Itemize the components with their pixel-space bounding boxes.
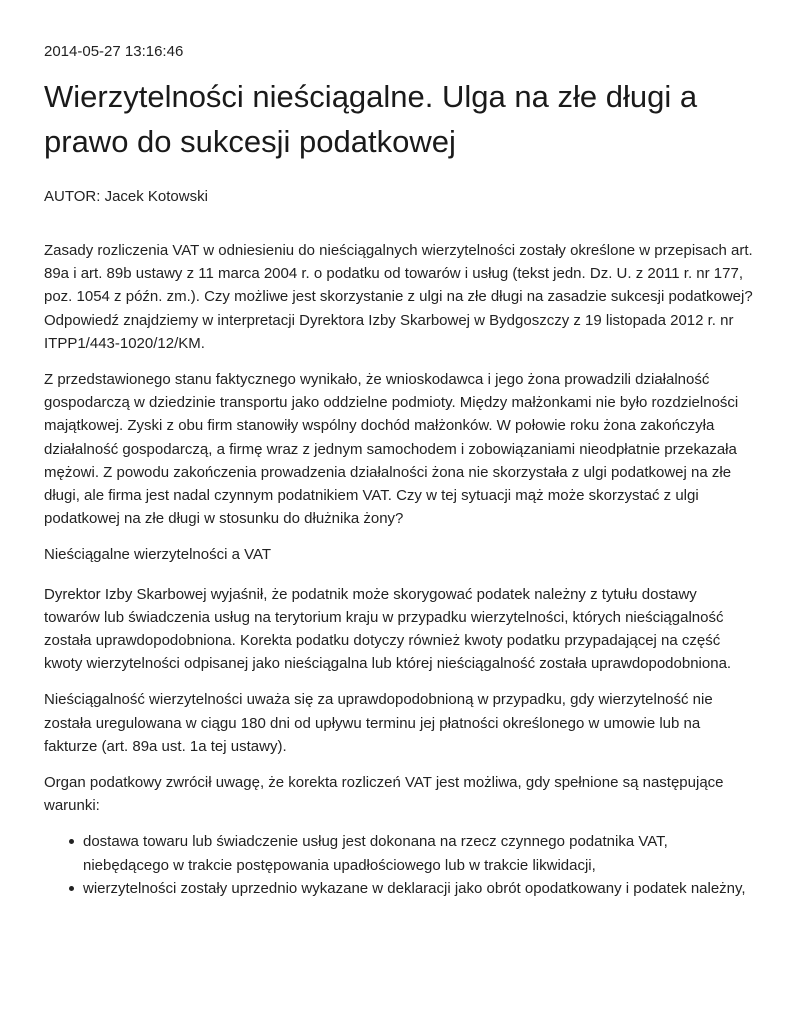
bullet-icon — [69, 839, 74, 844]
list-item-text: wierzytelności zostały uprzednio wykazane w deklaracji jako obrót opodatkowany i podatek należny, — [83, 879, 746, 897]
publication-timestamp: 2014-05-27 13:16:46 — [44, 43, 184, 60]
section-heading: Nieściągalne wierzytelności a VAT — [44, 546, 272, 564]
paragraph-definition: Nieściągalność wierzytelności uważa się za uprawdopodobnioną w przypadku, gdy wierzytelność nie została uregulowana w ciągu 180 dni od upływu terminu jej płatności określonego w umowie lub na fakturze (art. 89a ust. 1a tej ustawy). — [44, 691, 713, 755]
article-author: AUTOR: Jacek Kotowski — [44, 188, 208, 205]
paragraph-intro: Zasady rozliczenia VAT w odniesieniu do nieściągalnych wierzytelności zostały określone w przepisach art. 89a i art. 89b ustawy z 11 marca 2004 r. o podatku od towarów i usług (tekst jedn. Dz. U. z 2011 r. nr 177, poz. 1054 z późn. zm.). Czy możliwe jest skorzystanie z ulgi na złe długi na zasadzie sukcesji podatkowej? Odpowiedź znajdziemy w interpretacji Dyrektora Izby Skarbowej w Bydgoszczy z 19 listopada 2012 r. nr ITPP1/443-1020/12/KM. — [44, 242, 753, 352]
list-item — [83, 830, 756, 876]
article-body — [44, 239, 756, 900]
list-item — [83, 877, 756, 900]
article-title: Wierzytelności nieściągalne. Ulga na złe długi a prawo do sukcesji podatkowej — [44, 79, 698, 159]
bullet-icon — [69, 886, 74, 891]
conditions-list — [44, 830, 756, 900]
paragraph-facts: Z przedstawionego stanu faktycznego wynikało, że wnioskodawca i jego żona prowadzili działalność gospodarczą w dziedzinie transportu jako oddzielne podmioty. Między małżonkami nie było rozdzielności majątkowej. Zyski z obu firm stanowiły wspólny dochód małżonków. W połowie roku żona zakończyła działalność gospodarczą, a firmę wraz z jednym samochodem i zobowiązaniami nieodpłatnie przekazała mężowi. Z powodu zakończenia prowadzenia działalności żona nie skorzystała z ulgi podatkowej na złe długi, ale firma jest nadal czynnym podatnikiem VAT. Czy w tej sytuacji mąż może skorzystać z ulgi podatkowej na złe długi w stosunku do dłużnika żony? — [44, 371, 739, 528]
paragraph-explanation: Dyrektor Izby Skarbowej wyjaśnił, że podatnik może skorygować podatek należny z tytułu dostawy towarów lub świadczenia usług na terytorium kraju w przypadku wierzytelności, których nieściągalność została uprawdopodobniona. Korekta podatku dotyczy również kwoty podatku przypadającej na część kwoty wierzytelności odpisanej jako nieściągalna lub której nieściągalność została uprawdopodobniona. — [44, 585, 732, 673]
list-item-text: dostawa towaru lub świadczenie usług jest dokonana na rzecz czynnego podatnika VAT, niebędącego w trakcie postępowania upadłościowego lub w trakcie likwidacji, — [83, 833, 668, 874]
paragraph-conditions-intro: Organ podatkowy zwrócił uwagę, że korekta rozliczeń VAT jest możliwa, gdy spełnione są następujące warunki: — [44, 774, 724, 815]
